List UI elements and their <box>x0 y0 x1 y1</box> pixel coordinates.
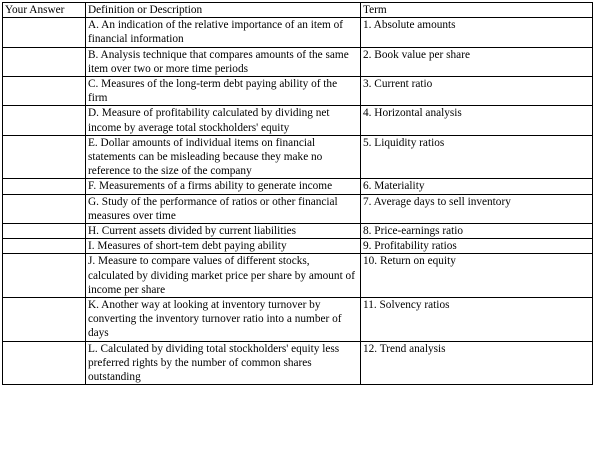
matching-worksheet <box>2 2 592 385</box>
definition-cell: B. Analysis technique that compares amounts of the same item over two or more time periods <box>86 47 361 76</box>
answer-cell[interactable] <box>3 239 86 254</box>
answer-cell[interactable] <box>3 47 86 76</box>
definition-cell: G. Study of the performance of ratios or other financial measures over time <box>86 194 361 223</box>
answer-cell[interactable] <box>3 106 86 135</box>
definition-cell: F. Measurements of a firms ability to generate income <box>86 179 361 194</box>
definition-cell: A. An indication of the relative importance of an item of financial information <box>86 18 361 47</box>
table-row <box>3 77 593 106</box>
term-cell: 7. Average days to sell inventory <box>361 194 593 223</box>
table-row <box>3 47 593 76</box>
header-row <box>3 3 593 18</box>
table-row <box>3 106 593 135</box>
term-cell: 10. Return on equity <box>361 254 593 298</box>
answer-cell[interactable] <box>3 135 86 179</box>
definition-cell: L. Calculated by dividing total stockholders' equity less preferred rights by the number of common shares outstanding <box>86 341 361 385</box>
term-cell: 9. Profitability ratios <box>361 239 593 254</box>
definition-cell: I. Measures of short-tem debt paying ability <box>86 239 361 254</box>
table-row <box>3 224 593 239</box>
answer-cell[interactable] <box>3 341 86 385</box>
answer-cell[interactable] <box>3 179 86 194</box>
definition-cell: E. Dollar amounts of individual items on financial statements can be misleading because they make no reference to the size of the company <box>86 135 361 179</box>
term-cell: 8. Price-earnings ratio <box>361 224 593 239</box>
table-row <box>3 239 593 254</box>
term-cell: 5. Liquidity ratios <box>361 135 593 179</box>
answer-cell[interactable] <box>3 77 86 106</box>
header-term: Term <box>361 3 593 18</box>
term-cell: 3. Current ratio <box>361 77 593 106</box>
table-row <box>3 341 593 385</box>
term-cell: 11. Solvency ratios <box>361 298 593 342</box>
definition-cell: H. Current assets divided by current liabilities <box>86 224 361 239</box>
table-row <box>3 298 593 342</box>
answer-cell[interactable] <box>3 18 86 47</box>
definition-cell: J. Measure to compare values of different stocks, calculated by dividing market price per share by amount of income per share <box>86 254 361 298</box>
header-definition: Definition or Description <box>86 3 361 18</box>
answer-cell[interactable] <box>3 254 86 298</box>
matching-table <box>2 2 593 385</box>
table-row <box>3 135 593 179</box>
table-row <box>3 194 593 223</box>
answer-cell[interactable] <box>3 194 86 223</box>
definition-cell: C. Measures of the long-term debt paying ability of the firm <box>86 77 361 106</box>
table-row <box>3 18 593 47</box>
term-cell: 4. Horizontal analysis <box>361 106 593 135</box>
header-your-answer: Your Answer <box>3 3 86 18</box>
definition-cell: D. Measure of profitability calculated by dividing net income by average total stockholders' equity <box>86 106 361 135</box>
table-row <box>3 254 593 298</box>
table-row <box>3 179 593 194</box>
term-cell: 12. Trend analysis <box>361 341 593 385</box>
term-cell: 2. Book value per share <box>361 47 593 76</box>
answer-cell[interactable] <box>3 298 86 342</box>
term-cell: 6. Materiality <box>361 179 593 194</box>
answer-cell[interactable] <box>3 224 86 239</box>
term-cell: 1. Absolute amounts <box>361 18 593 47</box>
definition-cell: K. Another way at looking at inventory turnover by converting the inventory turnover ratio into a number of days <box>86 298 361 342</box>
